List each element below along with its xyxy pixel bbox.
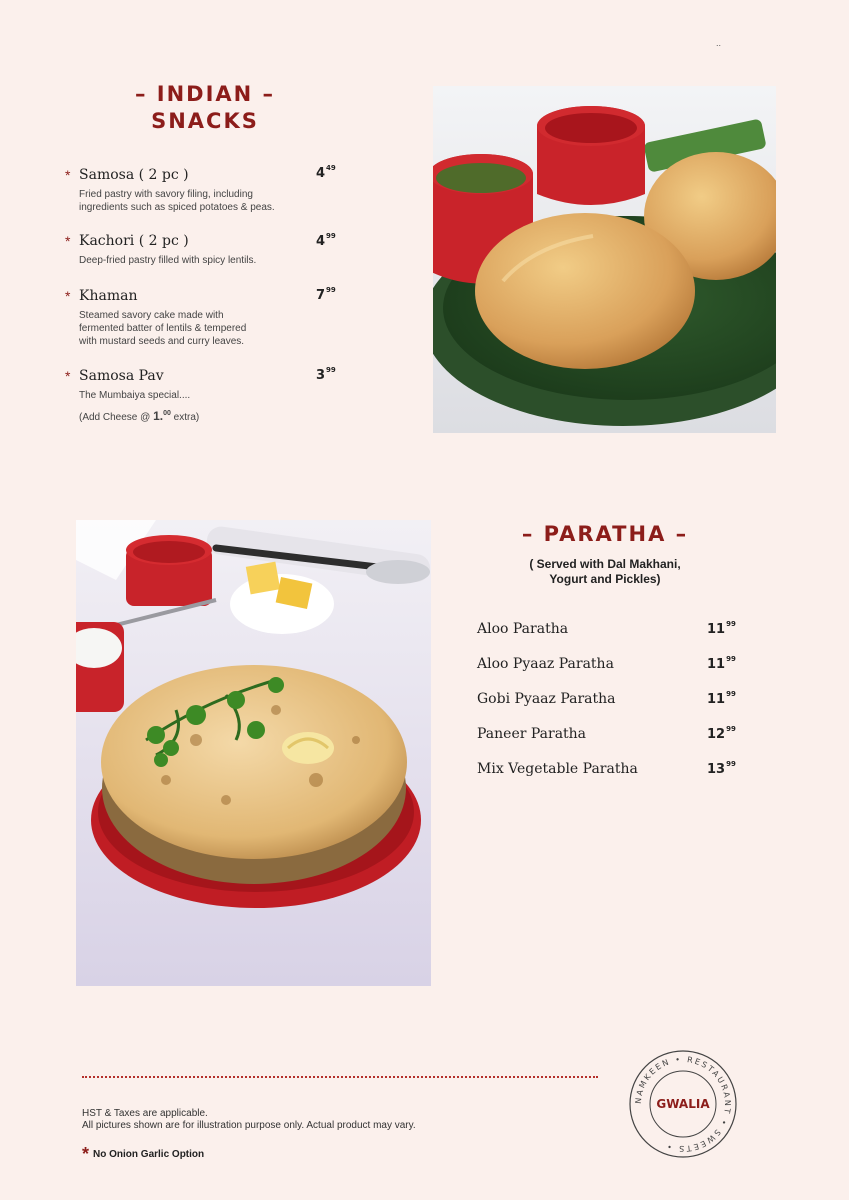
corner-mark: .. (716, 38, 722, 48)
kachori-photo (433, 86, 776, 433)
item-price (707, 622, 736, 637)
price-main: 12 (707, 727, 726, 742)
paratha-item-name: Aloo Pyaaz Paratha (477, 656, 614, 672)
paratha-item-name: Gobi Pyaaz Paratha (477, 691, 616, 707)
price-main: 11 (707, 622, 726, 637)
paratha-item-name: Aloo Paratha (477, 621, 569, 637)
section-title-indian-snacks (112, 81, 298, 135)
menu-item-samosa (65, 166, 275, 214)
item-price (316, 166, 336, 181)
price-cents: 99 (726, 725, 736, 733)
no-onion-garlic-star-icon: * (65, 233, 71, 249)
item-name: Samosa Pav (79, 368, 164, 384)
desc-line: Deep-fried pastry filled with spicy lentils. (79, 255, 257, 266)
item-price (707, 727, 736, 742)
item-name: Khaman (79, 288, 138, 304)
footer-note-line: HST & Taxes are applicable. (82, 1108, 208, 1119)
price-cents: 99 (726, 690, 736, 698)
price-cents: 49 (326, 164, 336, 172)
footer-note (82, 1108, 416, 1132)
paratha-subtitle (500, 557, 710, 587)
extra-price-cents: 00 (163, 410, 171, 417)
item-price (707, 762, 736, 777)
item-price (316, 368, 336, 383)
kachori-photo-image (433, 86, 776, 433)
extra-price (153, 409, 171, 423)
price-main: 11 (707, 692, 726, 707)
menu-item-samosa-pav (65, 367, 200, 424)
section-title-paratha: – PARATHA – (521, 522, 689, 546)
menu-item-khaman (65, 287, 247, 348)
extra-prefix: (Add Cheese @ (79, 412, 154, 423)
paratha-photo-image (76, 520, 431, 986)
price-main: 4 (316, 166, 326, 181)
price-cents: 99 (726, 655, 736, 663)
desc-line: Steamed savory cake made with (79, 310, 224, 321)
desc-line: Fried pastry with savory filing, including (79, 189, 253, 200)
item-name: Kachori ( 2 pc ) (79, 233, 189, 249)
item-description (79, 188, 275, 214)
footer-legend (82, 1144, 205, 1164)
legend-text: No Onion Garlic Option (93, 1148, 205, 1160)
footer-note-line: All pictures shown are for illustration purpose only. Actual product may vary. (82, 1120, 416, 1131)
price-main: 13 (707, 762, 726, 777)
desc-line: The Mumbaiya special.... (79, 390, 191, 401)
paratha-item-name: Mix Vegetable Paratha (477, 761, 638, 777)
no-onion-garlic-star-icon: * (65, 288, 71, 304)
svg-text:GWALIA: GWALIA (656, 1097, 710, 1111)
no-onion-garlic-star-icon: * (65, 167, 71, 183)
item-description (79, 389, 199, 424)
item-description (79, 309, 246, 348)
price-main: 7 (316, 288, 326, 303)
paratha-photo (76, 520, 431, 986)
footer-divider (82, 1076, 598, 1078)
price-main: 3 (316, 368, 326, 383)
desc-line: with mustard seeds and curry leaves. (79, 336, 245, 347)
gwalia-seal-logo (628, 1049, 738, 1159)
subtitle-line: ( Served with Dal Makhani, (529, 557, 681, 571)
extra-suffix: extra) (170, 412, 200, 423)
price-main: 4 (316, 234, 326, 249)
item-price (707, 692, 736, 707)
price-cents: 99 (326, 232, 336, 240)
price-cents: 99 (726, 760, 736, 768)
price-cents: 99 (726, 620, 736, 628)
item-extra-note (79, 407, 199, 424)
desc-line: fermented batter of lentils & tempered (79, 323, 247, 334)
seal-icon (628, 1049, 738, 1159)
item-price (707, 657, 736, 672)
section-title-line-1: – INDIAN – (134, 82, 276, 106)
no-onion-garlic-star-icon: * (65, 368, 71, 384)
no-onion-garlic-star-icon: * (82, 1144, 90, 1164)
paratha-item-name: Paneer Paratha (477, 726, 587, 742)
subtitle-line: Yogurt and Pickles) (549, 572, 661, 586)
item-name: Samosa ( 2 pc ) (79, 167, 189, 183)
extra-price-main: 1. (153, 409, 164, 423)
desc-line: ingredients such as spiced potatoes & peas. (79, 202, 275, 213)
menu-item-kachori (65, 232, 257, 267)
item-price (316, 288, 336, 303)
item-price (316, 234, 336, 249)
item-description (79, 254, 256, 267)
price-cents: 99 (326, 286, 336, 294)
price-cents: 99 (326, 366, 336, 374)
price-main: 11 (707, 657, 726, 672)
svg-text:NAMKEEN • RESTAURANT • SWEETS: NAMKEEN • RESTAURANT • SWEETS • (633, 1054, 733, 1154)
section-title-line-2: SNACKS (151, 109, 259, 133)
